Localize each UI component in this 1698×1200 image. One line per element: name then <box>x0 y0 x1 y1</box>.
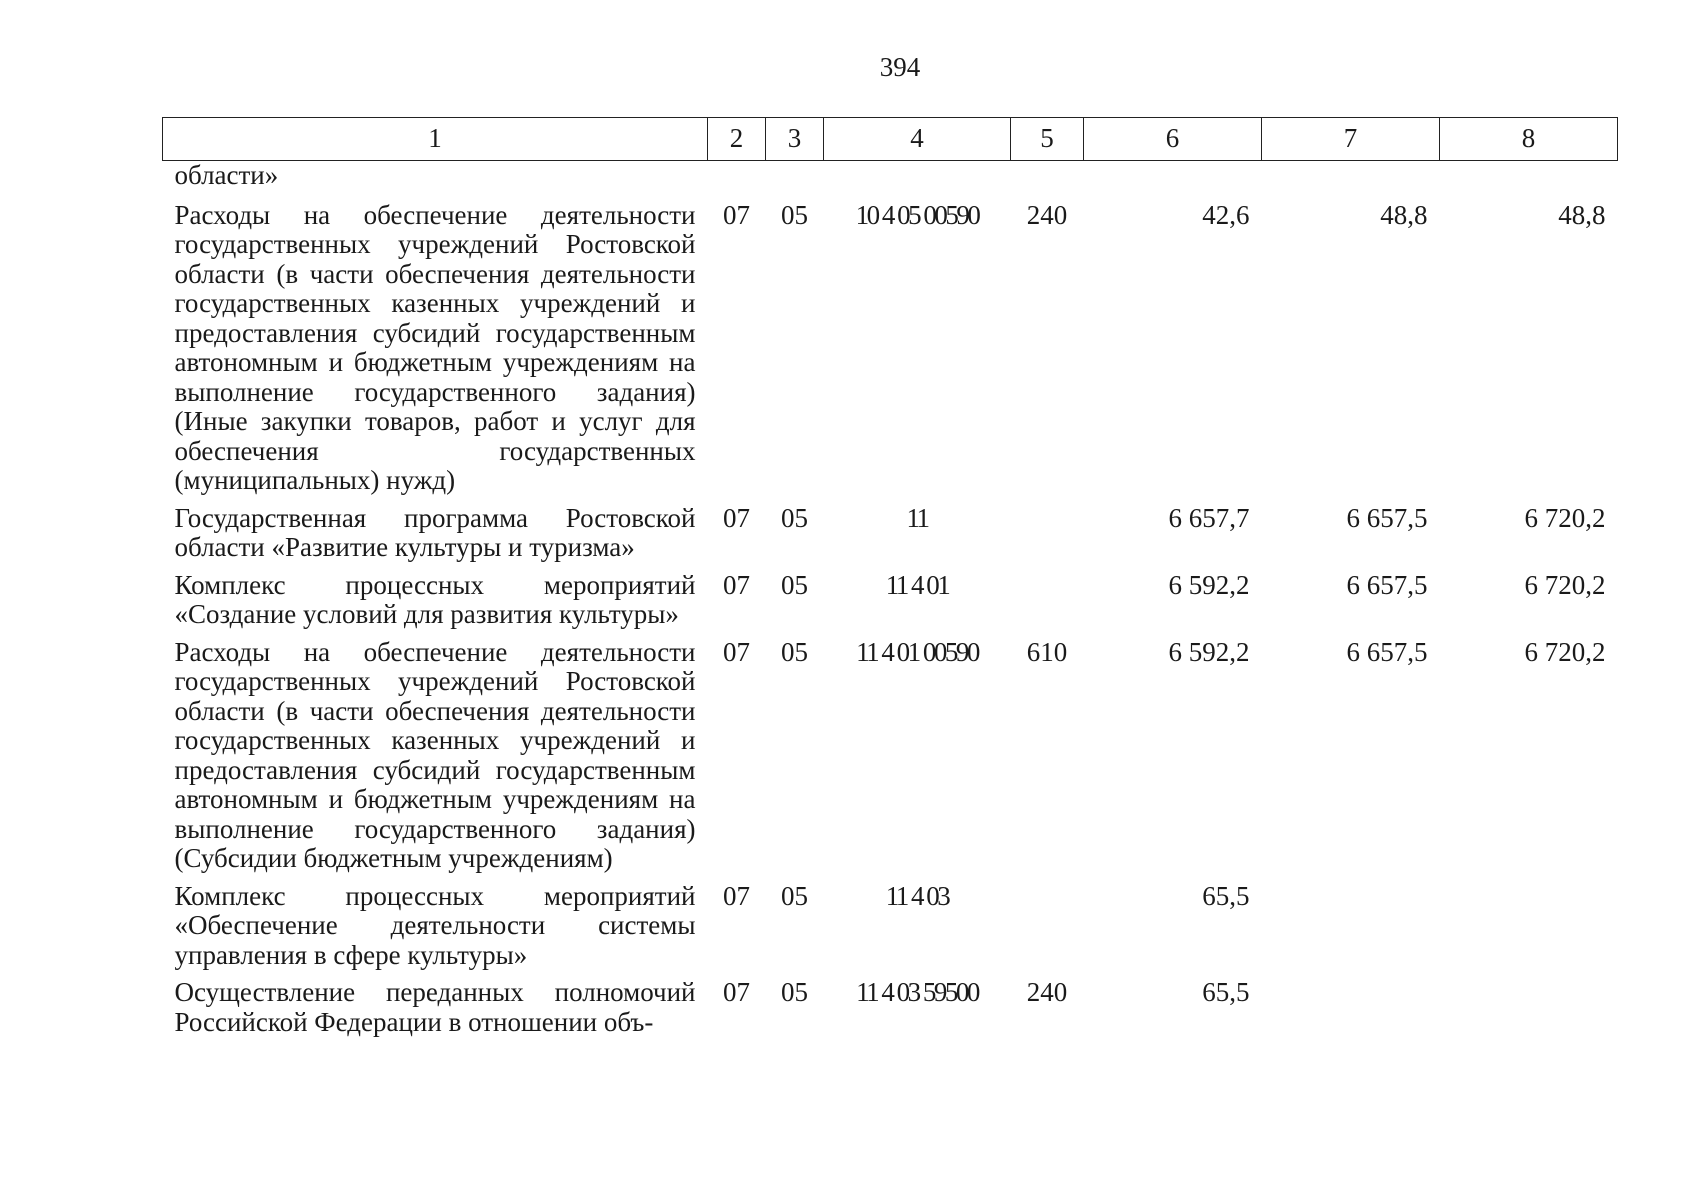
table-header <box>163 118 1618 161</box>
column-header: 2 <box>708 118 766 161</box>
continuation-row <box>163 161 1618 201</box>
page-number: 394 <box>879 52 921 82</box>
cell-section: 07 <box>723 636 750 667</box>
cell-section: 07 <box>723 977 750 1007</box>
cell-target-code: 11 4 03 59500 <box>856 977 978 1007</box>
cell-subsection: 05 <box>781 880 808 911</box>
cell-value-7 <box>1262 978 1440 1045</box>
cell-value-8: 6 720,2 <box>1524 636 1606 667</box>
cell-section: 07 <box>723 569 750 600</box>
cell-value-6: 42,6 <box>1202 199 1250 230</box>
budget-table <box>162 117 1618 1045</box>
table-row <box>163 638 1618 882</box>
cell-expense-type <box>1011 882 1084 979</box>
cell-target-code: 11 4 03 <box>885 880 949 911</box>
header-row <box>163 118 1618 161</box>
cell-subsection: 05 <box>781 199 808 230</box>
table-row <box>163 978 1618 1045</box>
cell-expense-type: 610 <box>1026 636 1068 667</box>
table-row <box>163 201 1618 504</box>
cell-expense-type: 240 <box>1026 199 1068 230</box>
cell-value-6: 6 592,2 <box>1168 569 1250 600</box>
cell-value-6: 65,5 <box>1202 977 1250 1007</box>
column-header: 1 <box>163 118 708 161</box>
column-header: 5 <box>1011 118 1084 161</box>
table-row <box>163 882 1618 979</box>
cell-value-8: 6 720,2 <box>1524 569 1606 600</box>
cell-expense-type: 240 <box>1026 977 1068 1007</box>
table-row <box>163 571 1618 638</box>
column-header: 6 <box>1084 118 1262 161</box>
column-header: 8 <box>1440 118 1618 161</box>
table-body <box>163 161 1618 1046</box>
column-header: 4 <box>824 118 1011 161</box>
cell-value-8: 6 720,2 <box>1524 502 1606 533</box>
cell-target-code: 11 <box>906 502 928 533</box>
cell-value-7: 6 657,5 <box>1346 502 1428 533</box>
cell-value-8: 48,8 <box>1558 199 1606 230</box>
cell-target-code: 11 4 01 00590 <box>856 636 978 667</box>
cell-target-code: 10 4 05 00590 <box>855 199 979 230</box>
cell-subsection: 05 <box>781 502 808 533</box>
cell-value-7 <box>1262 882 1440 979</box>
cell-section: 07 <box>723 880 750 911</box>
row-name: Расходы на обеспечение деятельности государственных учреждений Ростовской области (в части обеспечения деятельности государственных казенных учреждений и предоставления субсидий государственным автономным и бюджетным учреждениям на выполнение государственного задания) (Иные закупки товаров, работ и услуг для обеспечения государственных (муниципальных) нужд) <box>174 199 696 495</box>
cell-subsection: 05 <box>781 569 808 600</box>
column-header: 3 <box>766 118 824 161</box>
cell-expense-type <box>1011 571 1084 638</box>
cell-value-6: 65,5 <box>1202 880 1250 911</box>
row-name: Государственная программа Ростовской области «Развитие культуры и туризма» <box>174 502 696 562</box>
cell-value-7: 6 657,5 <box>1346 636 1428 667</box>
cell-value-7: 48,8 <box>1380 199 1428 230</box>
cell-expense-type <box>1011 504 1084 571</box>
continuation-text: области» <box>174 160 279 190</box>
cell-value-6: 6 592,2 <box>1168 636 1250 667</box>
column-header: 7 <box>1262 118 1440 161</box>
row-name: Осуществление переданных полномочий Российской Федерации в отношении объ- <box>174 977 696 1037</box>
cell-section: 07 <box>723 199 750 230</box>
cell-value-6: 6 657,7 <box>1168 502 1250 533</box>
row-name: Расходы на обеспечение деятельности государственных учреждений Ростовской области (в части обеспечения деятельности государственных казенных учреждений и предоставления субсидий государственным автономным и бюджетным учреждениям на выполнение государственного задания) (Субсидии бюджетным учреждениям) <box>174 636 696 873</box>
cell-value-8 <box>1440 978 1618 1045</box>
row-name: Комплекс процессных мероприятий «Обеспечение деятельности системы управления в сфере культуры» <box>174 880 696 970</box>
cell-section: 07 <box>723 502 750 533</box>
cell-subsection: 05 <box>781 636 808 667</box>
cell-target-code: 11 4 01 <box>885 569 949 600</box>
table-row <box>163 504 1618 571</box>
cell-subsection: 05 <box>781 977 808 1007</box>
cell-value-8 <box>1440 882 1618 979</box>
row-name: Комплекс процессных мероприятий «Создание условий для развития культуры» <box>174 569 696 629</box>
cell-value-7: 6 657,5 <box>1346 569 1428 600</box>
